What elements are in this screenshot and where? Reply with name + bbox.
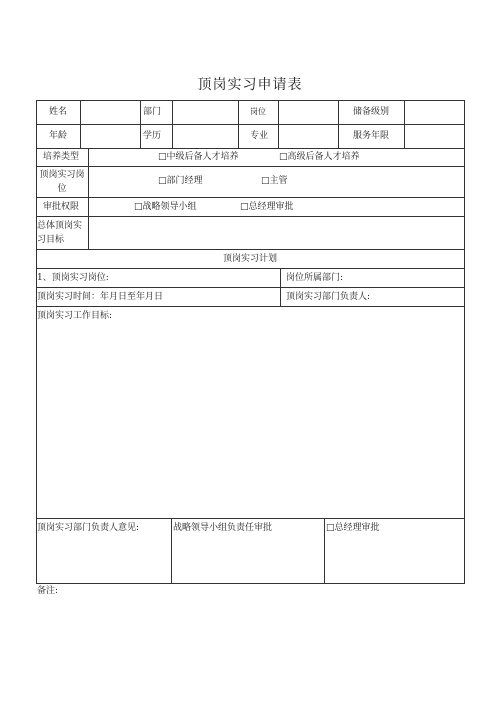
mid-level-checkbox[interactable]: □中级后备人才培养 [158,152,239,162]
post-dept-label: 岗位所属部门: [286,273,344,283]
strategy-group-checkbox[interactable]: □战略领导小组 [134,202,197,212]
gm-final-approval-checkbox[interactable]: □总经理审批 [326,523,380,533]
dept-head-opinion-label: 顶岗实习部门负责人意见: [37,523,140,533]
dept-manager-checkbox[interactable]: □部门经理 [158,176,203,186]
major-label: 专业 [250,131,269,141]
work-goal-label: 顶岗实习工作目标: [37,311,113,321]
position-label: 岗位 [250,107,266,116]
training-type-label: 培养类型 [43,152,80,162]
name-label: 姓名 [48,107,67,117]
page-title: 顶岗实习申请表 [197,77,303,93]
education-label: 学历 [143,131,162,141]
reserve-level-label: 储备级别 [352,107,389,117]
dept-owner-label: 顶岗实习部门负责人: [286,292,371,302]
approval-authority-label: 审批权限 [43,202,80,212]
plan-header: 顶岗实习计划 [222,254,277,264]
gm-approval-checkbox[interactable]: □总经理审批 [240,202,294,212]
service-years-label: 服务年限 [352,131,389,141]
senior-level-checkbox[interactable]: □高级后备人才培养 [279,152,360,162]
remarks-label: 备注: [37,586,59,596]
age-label: 年龄 [48,131,67,141]
overall-goal-label: 总体顶岗实习目标 [37,221,83,245]
internship-post-label: 顶岗实习岗位 [39,170,85,194]
supervisor-checkbox[interactable]: □主管 [261,176,288,186]
post-label: 1、顶岗实习岗位: [37,273,109,283]
strategy-group-approval-label: 战略领导小组负责任审批 [173,523,273,533]
time-label: 顶岗实习时间：年月日至年月日 [37,292,164,302]
dept-label: 部门 [143,107,162,117]
